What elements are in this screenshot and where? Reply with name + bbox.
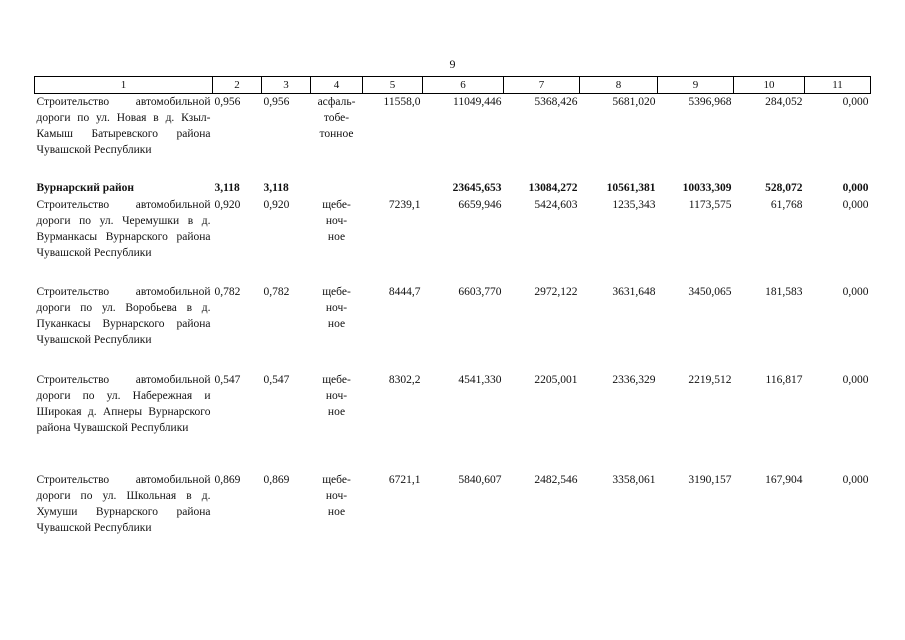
length-cell: 0,869 [263,473,290,486]
column-header: 6 [423,77,504,94]
value-cell: 0,000 [842,181,869,194]
value-cell: 4541,330 [458,373,502,386]
value-cell: 167,904 [765,473,803,486]
column-header: 1 [35,77,213,94]
value-cell: 61,768 [770,198,803,211]
value-cell: 0,000 [842,373,869,386]
surface-line: асфаль- [317,96,356,108]
row-name: Строительство автомобильной дороги по ул. Школьная в д. Хумуши Вурнарского района Чувашской Республики [36,473,211,534]
surface-cell [311,284,363,372]
value-cell [363,180,423,197]
page-number: 9 [449,57,456,71]
value-cell: 2972,122 [534,285,578,298]
value-cell: 284,052 [765,96,803,108]
value-cell: 116,817 [765,373,803,386]
surface-line: щебе- [322,198,351,211]
surface-line: щебе- [322,285,351,298]
table-row [35,372,871,472]
value-cell: 13084,272 [528,181,578,194]
surface-cell [311,180,363,197]
value-cell: 0,000 [842,285,869,298]
value-cell: 0,000 [842,96,869,108]
length-cell: 0,920 [263,198,290,211]
value-cell: 1173,575 [688,198,732,211]
value-cell: 5681,020 [612,96,656,108]
surface-line: ноч- [325,214,348,227]
surface-cell [311,197,363,284]
value-cell: 528,072 [765,181,803,194]
row-name: Строительство автомобильной дороги по ул. Набережная и Широкая д. Апнеры Вурнарского района Чувашской Республики [36,373,211,434]
length-cell: 0,920 [214,198,241,211]
column-header: 9 [658,77,734,94]
column-header: 4 [311,77,363,94]
value-cell: 6721,1 [388,473,421,486]
table-row [35,197,871,284]
row-name: Строительство автомобильной дороги по ул. Черемушки в д. Вурманкасы Вурнарского района Чувашской Республики [36,198,211,259]
surface-line: ное [327,505,346,518]
surface-line: ное [327,317,346,330]
length-cell: 0,956 [263,96,290,108]
surface-line: ное [327,230,346,243]
length-cell: 0,547 [263,373,290,386]
column-header-row [35,77,871,94]
roads-table [34,76,871,542]
value-cell: 0,000 [842,473,869,486]
value-cell: 0,000 [842,198,869,211]
value-cell: 11558,0 [383,96,421,108]
surface-cell [311,94,363,180]
value-cell: 5396,968 [688,96,732,108]
table-row [35,180,871,197]
surface-cell [311,472,363,542]
row-name: Вурнарский район [36,181,134,194]
value-cell: 3631,648 [612,285,656,298]
surface-line: тонное [319,128,354,140]
surface-cell [311,372,363,472]
surface-line: ноч- [325,389,348,402]
surface-line: ное [327,405,346,418]
column-header: 8 [580,77,658,94]
table-row [35,472,871,542]
length-cell: 3,118 [214,181,240,194]
length-cell: 3,118 [263,181,289,194]
value-cell: 10561,381 [606,181,656,194]
length-cell: 0,782 [214,285,241,298]
table-body [35,94,871,542]
value-cell: 6603,770 [458,285,502,298]
column-header: 2 [213,77,262,94]
value-cell: 23645,653 [452,181,502,194]
value-cell: 5840,607 [458,473,502,486]
value-cell: 11049,446 [453,96,502,108]
value-cell: 5424,603 [534,198,578,211]
column-header: 3 [262,77,311,94]
value-cell: 8444,7 [388,285,421,298]
surface-line: щебе- [322,373,351,386]
column-header: 10 [734,77,805,94]
value-cell: 8302,2 [388,373,421,386]
value-cell: 2205,001 [534,373,578,386]
value-cell: 2219,512 [688,373,732,386]
length-cell: 0,869 [214,473,241,486]
table-row [35,284,871,372]
value-cell: 3450,065 [688,285,732,298]
length-cell: 0,782 [263,285,290,298]
value-cell: 3190,157 [688,473,732,486]
surface-line: тобе- [323,112,350,124]
surface-line: ноч- [325,301,348,314]
value-cell: 2336,329 [612,373,656,386]
value-cell: 5368,426 [534,96,578,108]
row-name: Строительство автомобильной дороги по ул. Воробьева в д. Пуканкасы Вурнарского района Чувашской Республики [36,285,211,346]
column-header: 5 [363,77,423,94]
value-cell: 181,583 [765,285,803,298]
length-cell: 0,547 [214,373,241,386]
value-cell: 7239,1 [388,198,421,211]
value-cell: 3358,061 [612,473,656,486]
length-cell: 0,956 [214,96,241,108]
column-header: 11 [805,77,871,94]
surface-line: щебе- [322,473,351,486]
value-cell: 2482,546 [534,473,578,486]
value-cell: 6659,946 [458,198,502,211]
row-name: Строительство автомобильной дороги по ул. Новая в д. Кзыл-Камыш Батыревского района Чувашской Республики [36,96,211,156]
table-row [35,94,871,180]
surface-line: ноч- [325,489,348,502]
column-header: 7 [504,77,580,94]
value-cell: 1235,343 [612,198,656,211]
value-cell: 10033,309 [682,181,732,194]
